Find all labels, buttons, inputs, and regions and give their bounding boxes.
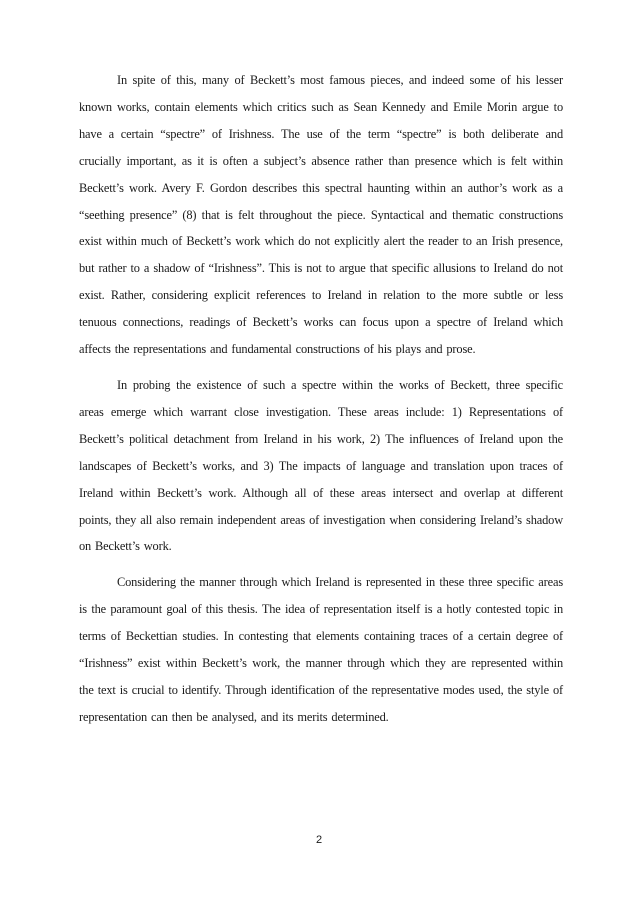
paragraph-1: In spite of this, many of Beckett’s most famous pieces, and indeed some of his lesser known works, contain elements which critics such as Sean Kennedy and Emile Morin argue to have a certain “spectre” of Irishness. The use of the term “spectre” is both deliberate and crucially important, as it is often a subject’s absence rather than presence which is felt within Beckett’s work. Avery F. Gordon describes this spectral haunting within an author’s work as a “seething presence” (8) that is felt throughout the piece. Syntactical and thematic constructions exist within much of Beckett’s work which do not explicitly alert the reader to an Irish presence, but rather to a shadow of “Irishness”. This is not to argue that specific allusions to Ireland do not exist. Rather, considering explicit references to Ireland in relation to the more subtle or less tenuous connections, readings of Beckett’s works can focus upon a spectre of Ireland which affects the representations and fundamental constructions of his plays and prose.	[79, 73, 563, 357]
page-number: 2	[315, 834, 323, 846]
paragraph-3: Considering the manner through which Ireland is represented in these three specific areas is the paramount goal of this thesis. The idea of representation itself is a hotly contested topic in terms of Beckettian studies. In contesting that elements containing traces of a certain degree of “Irishness” exist within Beckett’s work, the manner through which they are represented within the text is crucial to identify. Through identification of the representative modes used, the style of representation can then be analysed, and its merits determined.	[79, 575, 563, 724]
body-text	[79, 67, 563, 740]
paragraph-2: In probing the existence of such a spectre within the works of Beckett, three specific areas emerge which warrant close investigation. These areas include: 1) Representations of Beckett’s political detachment from Ireland in his work, 2) The influences of Ireland upon the landscapes of Beckett’s works, and 3) The impacts of language and translation upon traces of Ireland within Beckett’s work. Although all of these areas intersect and overlap at different points, they all also remain independent areas of investigation when considering Ireland’s shadow on Beckett’s work.	[79, 377, 563, 554]
